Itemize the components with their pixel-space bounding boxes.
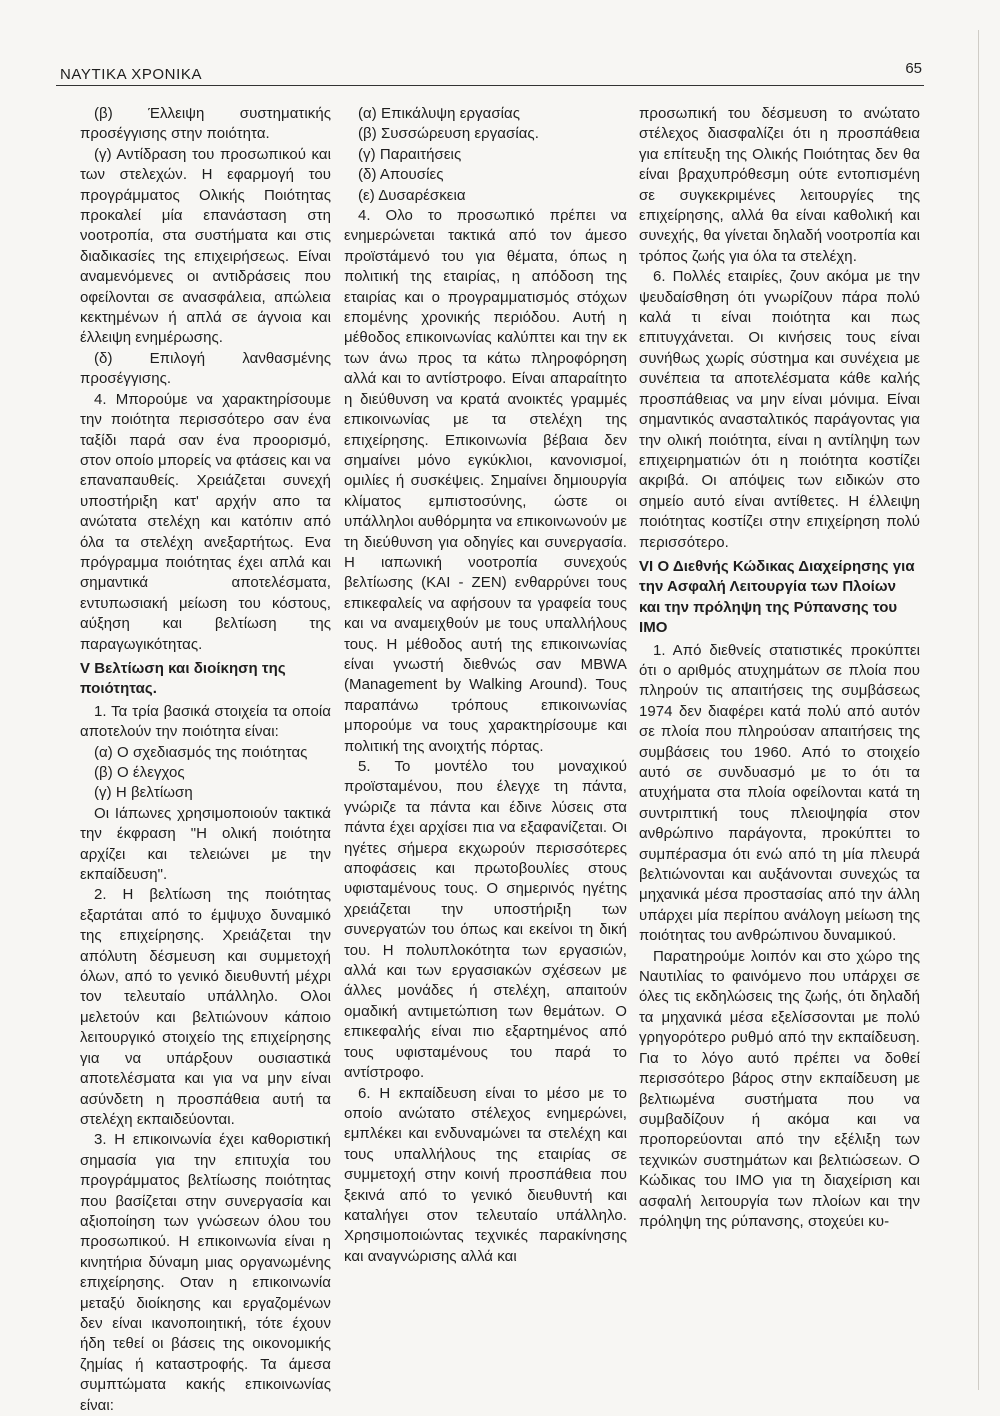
paragraph: προσωπική του δέσμευση το ανώτατο στέλεχος διασφαλίζει ότι η προσπάθεια για επίτευξη της Ολικής Ποιότητας δεν θα είναι βραχυπρόθεσμη ούτε εντοπισμένη σε συγκεκριμένες λειτουργίες της επιχείρησης, αλλά θα είναι καθολική και συνεχής, θα γίνεται δηλαδή νοοτροπία και τρόπος ζωής για όλα τα στελέχη. [639, 105, 920, 265]
paragraph: 6. Πολλές εταιρίες, ζουν ακόμα με την ψευδαίσθηση ότι γνωρίζουν πάρα πολύ καλά τι είναι ποιότητα και πως επιτυγχάνεται. Οι κινήσεις τους είναι συνήθως χωρίς σύστημα και συνέχεια με συνέπεια τα αποτελέσματα κάθε καλής προσπάθειας να μην είναι μόνιμα. Είναι σημαντικός ανασταλτικός παράγοντας για την ολική ποιότητα, είναι η αντίληψη των επιχειρηματιών ότι η ποιότητα κοστίζει ακριβά. Οι απόψεις των ειδικών στο σημείο αυτό είναι αντίθετες. Η έλλειψη ποιότητας κοστίζει στην επιχείρηση πολύ περισσότερο. [639, 268, 920, 551]
list-item: (γ) Παραιτήσεις [358, 145, 462, 163]
running-header [60, 60, 922, 86]
page-number: 65 [905, 60, 922, 77]
paragraph: 3. Η επικοινωνία έχει καθοριστική σημασία για την επιτυχία του προγράμματος βελτίωσης ποιότητας που βασίζεται στην συνεργασία και αξιοποίηση των γνώσεων όλου του προσωπικού. Η επικοινωνία είναι η κινητήρια δύναμη μιας οργανωμένης επιχείρησης. Οταν η επικοινωνία μεταξύ διοίκησης και εργαζομένων δεν είναι ικανοποιητική, τότε έχουν ήδη τεθεί οι βάσεις της οικονομικής ζημίας ή καταστροφής. Τα άμεσα συμπτώματα κακής επικοινωνίας είναι: [80, 1131, 331, 1414]
paragraph: 1. Από διεθνείς στατιστικές προκύπτει ότι ο αριθμός ατυχημάτων σε πλοία που πληρούν τις απαιτήσεις της συμβάσεως 1974 δεν διαφέρει κατά πολύ από αυτόν σε πλοία που πληρούσαν απαιτήσεις της συμβάσεις του 1960. Από το στοιχείο αυτό σε συνδυασμό με το ότι τα ατυχήματα στα πλοία οφείλονται κατά τη συντριπτική τους πλειοψηφία στον ανθρώπινο παράγοντα, προκύπτει το συμπέρασμα ότι ενώ από τη μία πλευρά βελτιώνονται και αυξάνονται συνεχώς τα μηχανικά μέσα προστασίας από την άλλη υπάρχει μία περίπου ανάλογη μείωση της ποιότητας του ανθρώπινου δυναμικού. [639, 641, 920, 945]
paragraph: 4. Μπορούμε να χαρακτηρίσουμε την ποιότητα περισσότερο σαν ένα ταξίδι παρά σαν ένα προορισμό, στον οποίο μπορείς να φτάσεις και να επαναπαυθείς. Χρειάζεται συνεχή υποστήριξη κατ' αρχήν απο τα ανώτατα στελέχη και κατόπιν από όλα τα στελέχη ανεξαρτήτως. Ενα πρόγραμμα ποιότητας έχει απλά και σημαντικά αποτελέσματα, εντυπωσιακή μείωση του κόστους, αύξηση και βελτίωση της παραγωγικότητας. [80, 390, 331, 653]
header-rule [56, 85, 924, 86]
list-item: (α) Επικάλυψη εργασίας [358, 105, 521, 122]
paragraph: Οι Ιάπωνες χρησιμοποιούν τακτικά την έκφραση "Η ολική ποιότητα αρχίζει και τελειώνει με την εκπαίδευση". [80, 804, 331, 884]
column-2 [344, 104, 627, 1267]
list-item: (α) Ο σχεδιασμός της ποιότητας [94, 743, 308, 761]
journal-title: ΝΑΥΤΙΚΑ ΧΡΟΝΙΚΑ [60, 66, 203, 83]
column-1 [80, 104, 331, 1416]
list-item: (ε) Δυσαρέσκεια [358, 186, 466, 204]
page-edge-line [978, 30, 979, 1390]
paragraph: 6. Η εκπαίδευση είναι το μέσο με το οποίο ανώτατο στέλεχος ενημερώνει, εμπλέκει και ενδυναμώνει τα στελέχη και τους υπαλλήλους της εταιρίας σε συμμετοχή στην κοινή προσπάθεια που ξεκινά από το γενικό διευθυντή και καταλήγει στον τελευταίο υπάλληλο. Χρησιμοποιώντας τεχνικές παρακίνησης και αναγνώρισης αλλά και [344, 1084, 627, 1265]
paragraph: Παρατηρούμε λοιπόν και στο χώρο της Ναυτιλίας το φαινόμενο που υπάρχει σε όλες τις εκδηλώσεις της ζωής, ότι δηλαδή τα μηχανικά μέσα εξελίσσονται με πολύ γρηγορότερο ρυθμό από την εκπαίδευση. Για το λόγο αυτό πρέπει να δοθεί περισσότερο βάρος στην εκπαίδευση με βελτιωμένα συστήματα που να συμβαδίζουν ή ακόμα και να προπορεύονται από την εξέλιξη των τεχνικών συστημάτων και βελτιώσεων. Ο Κώδικας του IMO για τη διαχείριση και ασφαλή λειτουργία των πλοίων και την πρόληψη της ρύπανσης, στοχεύει κυ- [639, 947, 920, 1230]
paragraph: (γ) Αντίδραση του προσωπικού και των στελεχών. Η εφαρμογή του προγράμματος Ολικής Ποιότητας προκαλεί μία επανάσταση στη νοοτροπία, στα συστήματα και στις διαδικασίες της επιχειρήσεως. Είναι αναμενόμενες οι αντιδράσεις που οφείλονται σε ανασφάλεια, απώλεια κεκτημένων ή απλά σε άγνοια και έλλειψη ενημέρωσης. [80, 145, 331, 347]
paragraph: 2. Η βελτίωση της ποιότητας εξαρτάται από το έμψυχο δυναμικό της επιχείρησης. Χρειάζεται την απόλυτη δέσμευση και συμμετοχή όλων, από το γενικό διευθυντή μέχρι τον τελευταίο υπάλληλο. Ολοι μελετούν και βελτιώνουν κάποιο λειτουργικό στοιχείο της επιχείρησης για να υπάρξουν ουσιαστικά αποτελέσματα και για να μην είναι ασύνδετη η προσπάθεια αυτή τα στελέχη εκπαιδεύονται. [80, 886, 331, 1128]
paragraph: 5. Το μοντέλο του μοναχικού προϊσταμένου, που έλεγχε τη πάντα, γνώριζε τα πάντα και έδινε λύσεις στα πάντα έχει αρχίσει πια να εξαφανίζεται. Οι ηγέτες σήμερα εκχωρούν περισσότερες αποφάσεις και πρωτοβουλίες στους υφισταμένους τους. Ο σημερινός ηγέτης χρειάζεται την υποστήριξη των συνεργατών του όπως και εκείνοι τη δική του. Η πολυπλοκότητα των εργασιών, αλλά και των εργασιακών σχέσεων με άλλες μονάδες ή στελέχη, απαιτούν ομαδική αντιμετώπιση των θεμάτων. Ο επικεφαλής είναι πιο εξαρτημένος από τους υφισταμένους του παρά το αντίστροφο. [344, 758, 627, 1082]
paragraph: (β) Έλλειψη συστηματικής προσέγγισης στην ποιότητα. [80, 105, 331, 143]
list-item: (β) Ο έλεγχος [94, 764, 185, 781]
section-heading-v: V Βελτίωση και διοίκηση της ποιότητας. [80, 659, 286, 698]
section-heading-vi: VI Ο Διεθνής Κώδικας Διαχείρησης για την Ασφαλή Λειτουργία των Πλοίων και την πρόληψη της Ρύπανσης του IMO [639, 557, 915, 637]
paragraph: 4. Ολο το προσωπικό πρέπει να ενημερώνεται τακτικά από τον άμεσο προϊστάμενό του για θέματα, όπως η πολιτική της εταιρίας, η απόδοση της εταιρίας και ο προγραμματισμός στόχων επομένης χρονικής περιόδου. Αυτή η μέθοδος επικοινωνίας καλύπτει και την εκ των άνω προς τα κάτω πληροφόρηση αλλά και το αντίστροφο. Είναι απαραίτητο η διεύθυνση να κρατά ανοικτές γραμμές επικοινωνίας με τα στελέχη της επιχείρησης. Επικοινωνία βέβαια δεν σημαίνει μόνο εγκύκλιοι, κανονισμοί, ομιλίες ή συσκέψεις. Σημαίνει δημιουργία κλίματος εμπιστοσύνης, ώστε οι υπάλληλοι αυθόρμητα να επικοινωνούν με τη διεύθυνση για οδηγίες και συνεργασία. Η ιαπωνική νοοτροπία συνεχούς βελτίωσης (ΚΑΙ - ΖΕΝ) ενθαρρύνει τους επικεφαλείς να αφήσουν τα γραφεία τους και να αναμειχθούν με τους υπαλλήλους τους. Η μέθοδος αυτή της επικοινωνίας είναι γνωστή διεθνώς σαν MBWA (Management by Walking Around). Τους παραπάνω τρόπους επικοινωνίας μπορούμε να τους χαρακτηρίσουμε και πολιτική της ανοιχτής πόρτας. [344, 207, 627, 755]
list-item: (δ) Απουσίες [358, 166, 444, 184]
paragraph: 1. Τα τρία βασικά στοιχεία τα οποία αποτελούν την ποιότητα είναι: [80, 702, 331, 741]
list-item: (β) Συσσώρευση εργασίας. [358, 125, 539, 143]
column-3 [639, 104, 920, 1232]
paragraph: (δ) Επιλογή λανθασμένης προσέγγισης. [80, 349, 331, 388]
list-item: (γ) Η βελτίωση [94, 784, 193, 802]
